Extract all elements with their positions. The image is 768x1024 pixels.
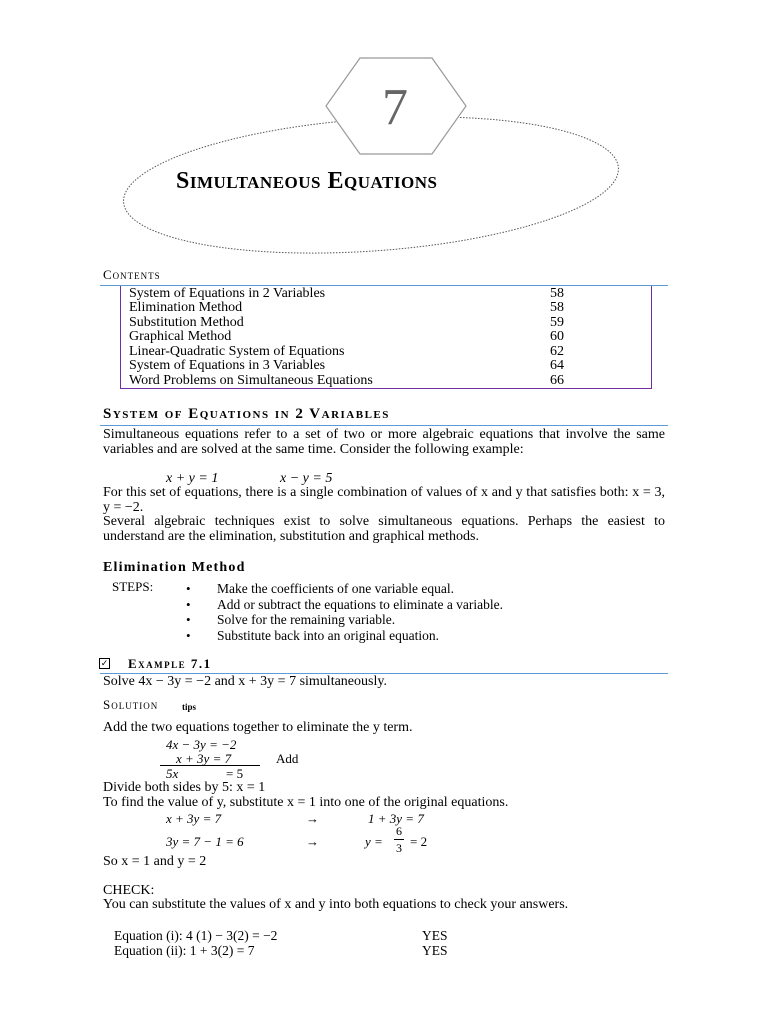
solution-tips-tag: tips xyxy=(182,702,197,712)
work-line-3-right: = 5 xyxy=(226,766,244,781)
example-problem: Solve 4x − 3y = −2 and x + 3y = 7 simultaneously. xyxy=(103,674,387,689)
bullet-icon: • xyxy=(186,628,191,643)
techniques-paragraph: Several algebraic techniques exist to solve simultaneous equations. Perhaps the easiest to understand are the elimination, substitution and graphical methods. xyxy=(103,514,665,544)
toc-item[interactable]: Elimination Method xyxy=(129,300,243,315)
toc-item[interactable]: Linear-Quadratic System of Equations xyxy=(129,344,345,359)
step-item: Make the coefficients of one variable equal. xyxy=(217,581,455,596)
substitution-left-1: x + 3y = 7 xyxy=(166,811,222,826)
bullet-icon: • xyxy=(186,612,191,627)
example-equation-1: x + y = 1 xyxy=(166,471,219,486)
toc-page-number: 64 xyxy=(550,358,564,373)
toc-page-number: 59 xyxy=(550,315,564,330)
example-equation-2: x − y = 5 xyxy=(280,471,333,486)
toc-item[interactable]: Word Problems on Simultaneous Equations xyxy=(129,373,373,388)
check-result-1: YES xyxy=(422,928,448,943)
substitution-right-1: 1 + 3y = 7 xyxy=(368,811,424,826)
step-item: Solve for the remaining variable. xyxy=(217,612,396,627)
work-line-3-left: 5x xyxy=(166,766,179,781)
toc-page-number: 62 xyxy=(550,344,564,359)
substitution-left-2: 3y = 7 − 1 = 6 xyxy=(166,834,244,849)
explanation-paragraph: For this set of equations, there is a single combination of values of x and y that satisfies both: x = 3, y = −2. xyxy=(103,485,665,515)
section-heading: System of Equations in 2 Variables xyxy=(103,406,390,422)
toc-page-number: 58 xyxy=(550,286,564,301)
work-add-label: Add xyxy=(276,751,299,766)
bullet-icon: • xyxy=(186,597,191,612)
subsection-heading: Elimination Method xyxy=(103,560,246,575)
toc-item[interactable]: System of Equations in 2 Variables xyxy=(129,286,326,301)
section-rule xyxy=(100,425,668,426)
result-text: So x = 1 and y = 2 xyxy=(103,854,207,869)
contents-label: Contents xyxy=(103,267,161,282)
toc-page-number: 58 xyxy=(550,300,564,315)
steps-label: STEPS: xyxy=(112,579,154,594)
solution-label: Solution xyxy=(103,697,159,712)
toc-item[interactable]: Substitution Method xyxy=(129,315,244,330)
chapter-number: 7 xyxy=(382,79,408,136)
toc-item[interactable]: Graphical Method xyxy=(129,329,232,344)
checkbox-icon: ✓ xyxy=(100,658,109,668)
check-equation-2: Equation (ii): 1 + 3(2) = 7 xyxy=(114,943,255,958)
solution-step-text: Add the two equations together to eliminate the y term. xyxy=(103,720,413,735)
check-equation-1: Equation (i): 4 (1) − 3(2) = −2 xyxy=(114,928,278,943)
intro-paragraph: Simultaneous equations refer to a set of two or more algebraic equations that involve the same variables and are solved at the same time. Consider the following example: xyxy=(103,427,665,457)
substitution-right-2-prefix: y = xyxy=(365,834,383,849)
chapter-title: Simultaneous Equations xyxy=(176,168,438,194)
work-line-2: x + 3y = 7 xyxy=(176,751,232,766)
example-heading: Example 7.1 xyxy=(128,656,212,671)
bullet-icon: • xyxy=(186,581,191,596)
arrow-icon: → xyxy=(306,834,319,849)
check-paragraph: You can substitute the values of x and y into both equations to check your answers. xyxy=(103,897,569,912)
toc-item[interactable]: System of Equations in 3 Variables xyxy=(129,358,326,373)
fraction-denominator: 3 xyxy=(396,841,402,855)
step-item: Substitute back into an original equation. xyxy=(217,628,439,643)
find-y-text: To find the value of y, substitute x = 1 into one of the original equations. xyxy=(103,795,509,810)
fraction-numerator: 6 xyxy=(396,824,402,838)
step-item: Add or subtract the equations to eliminate a variable. xyxy=(217,597,504,612)
check-label: CHECK: xyxy=(103,883,155,898)
toc-page-number: 66 xyxy=(550,373,564,388)
substitution-right-2-suffix: = 2 xyxy=(410,834,428,849)
check-result-2: YES xyxy=(422,943,448,958)
toc-page-number: 60 xyxy=(550,329,564,344)
work-line-1: 4x − 3y = −2 xyxy=(166,737,237,752)
divide-text: Divide both sides by 5: x = 1 xyxy=(103,780,266,795)
arrow-icon: → xyxy=(306,811,319,826)
fraction-bar xyxy=(394,839,404,840)
